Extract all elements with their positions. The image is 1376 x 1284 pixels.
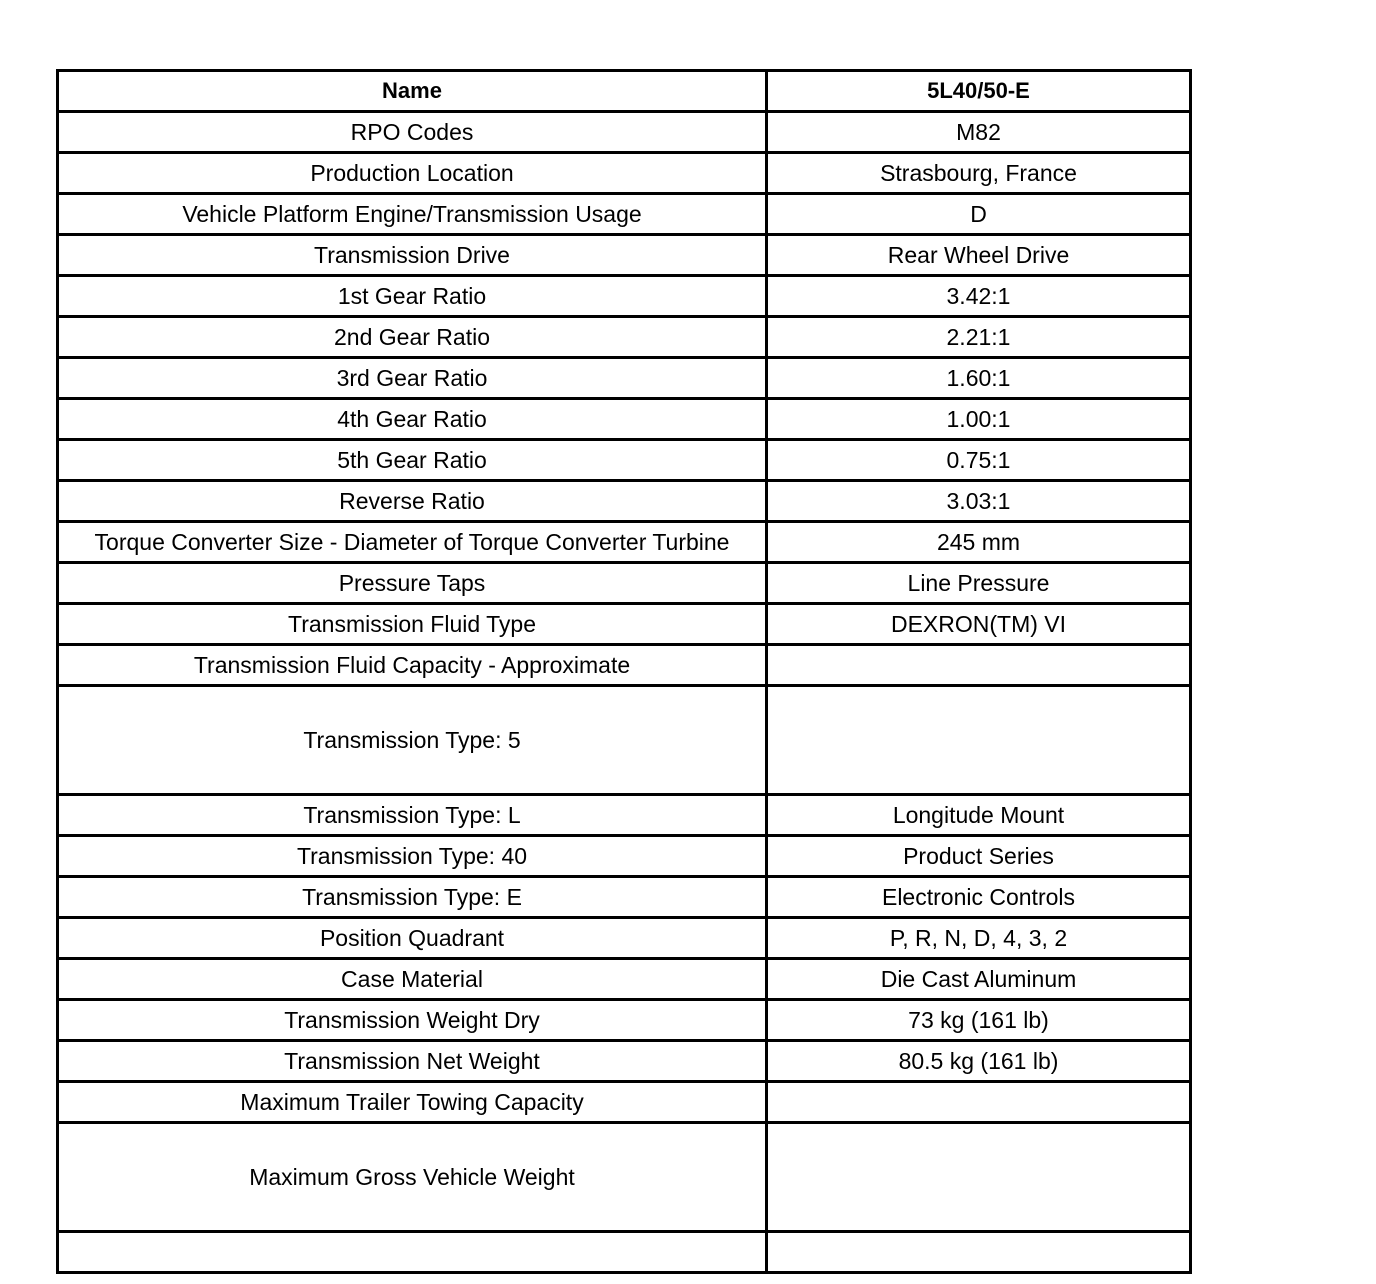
- row-value: Line Pressure: [767, 563, 1191, 604]
- header-name-cell: Name: [58, 71, 767, 112]
- table-row: [58, 194, 1191, 235]
- table-row: [58, 481, 1191, 522]
- row-value: [767, 1082, 1191, 1123]
- table-row: [58, 235, 1191, 276]
- row-label: Transmission Type: 5: [58, 686, 767, 795]
- row-value: Product Series: [767, 836, 1191, 877]
- row-label: RPO Codes: [58, 112, 767, 153]
- row-label: 3rd Gear Ratio: [58, 358, 767, 399]
- header-value-cell: 5L40/50-E: [767, 71, 1191, 112]
- table-header-row: [58, 71, 1191, 112]
- row-label: Position Quadrant: [58, 918, 767, 959]
- row-label: Reverse Ratio: [58, 481, 767, 522]
- table-row: [58, 317, 1191, 358]
- row-value: DEXRON(TM) VI: [767, 604, 1191, 645]
- row-label: Case Material: [58, 959, 767, 1000]
- row-value: Strasbourg, France: [767, 153, 1191, 194]
- table-row: [58, 836, 1191, 877]
- row-label: 5th Gear Ratio: [58, 440, 767, 481]
- row-value: 1.60:1: [767, 358, 1191, 399]
- table-row: [58, 1041, 1191, 1082]
- table-row: [58, 153, 1191, 194]
- row-label: [58, 1232, 767, 1273]
- table-row: [58, 686, 1191, 795]
- row-value: 0.75:1: [767, 440, 1191, 481]
- table-row: [58, 522, 1191, 563]
- row-value: 73 kg (161 lb): [767, 1000, 1191, 1041]
- row-label: Production Location: [58, 153, 767, 194]
- row-label: Torque Converter Size - Diameter of Torque Converter Turbine: [58, 522, 767, 563]
- row-value: 245 mm: [767, 522, 1191, 563]
- row-value: 3.03:1: [767, 481, 1191, 522]
- row-label: 4th Gear Ratio: [58, 399, 767, 440]
- table-row: [58, 1082, 1191, 1123]
- row-label: Transmission Drive: [58, 235, 767, 276]
- table-row: [58, 645, 1191, 686]
- table-row: [58, 440, 1191, 481]
- row-value: [767, 645, 1191, 686]
- table-row: [58, 563, 1191, 604]
- table-row: [58, 877, 1191, 918]
- row-value: Longitude Mount: [767, 795, 1191, 836]
- row-value: 1.00:1: [767, 399, 1191, 440]
- row-label: Transmission Net Weight: [58, 1041, 767, 1082]
- row-label: Maximum Gross Vehicle Weight: [58, 1123, 767, 1232]
- row-label: Vehicle Platform Engine/Transmission Usage: [58, 194, 767, 235]
- row-value: Electronic Controls: [767, 877, 1191, 918]
- spec-table: [56, 69, 1192, 1274]
- table-row: [58, 276, 1191, 317]
- table-row: [58, 1123, 1191, 1232]
- row-label: Transmission Weight Dry: [58, 1000, 767, 1041]
- row-label: Transmission Type: 40: [58, 836, 767, 877]
- row-value: [767, 1232, 1191, 1273]
- row-value: P, R, N, D, 4, 3, 2: [767, 918, 1191, 959]
- row-label: 1st Gear Ratio: [58, 276, 767, 317]
- table-row: [58, 399, 1191, 440]
- table-row: [58, 959, 1191, 1000]
- row-value: D: [767, 194, 1191, 235]
- table-row: [58, 112, 1191, 153]
- row-label: Transmission Type: E: [58, 877, 767, 918]
- row-value: M82: [767, 112, 1191, 153]
- table-row: [58, 1232, 1191, 1273]
- row-value: [767, 686, 1191, 795]
- row-label: Pressure Taps: [58, 563, 767, 604]
- row-value: Die Cast Aluminum: [767, 959, 1191, 1000]
- table-row: [58, 918, 1191, 959]
- row-label: Transmission Fluid Capacity - Approximate: [58, 645, 767, 686]
- row-value: 80.5 kg (161 lb): [767, 1041, 1191, 1082]
- row-value: Rear Wheel Drive: [767, 235, 1191, 276]
- row-label: Transmission Type: L: [58, 795, 767, 836]
- row-value: 3.42:1: [767, 276, 1191, 317]
- row-value: 2.21:1: [767, 317, 1191, 358]
- row-label: 2nd Gear Ratio: [58, 317, 767, 358]
- table-row: [58, 604, 1191, 645]
- row-label: Transmission Fluid Type: [58, 604, 767, 645]
- row-label: Maximum Trailer Towing Capacity: [58, 1082, 767, 1123]
- table-row: [58, 795, 1191, 836]
- row-value: [767, 1123, 1191, 1232]
- table-row: [58, 1000, 1191, 1041]
- table-row: [58, 358, 1191, 399]
